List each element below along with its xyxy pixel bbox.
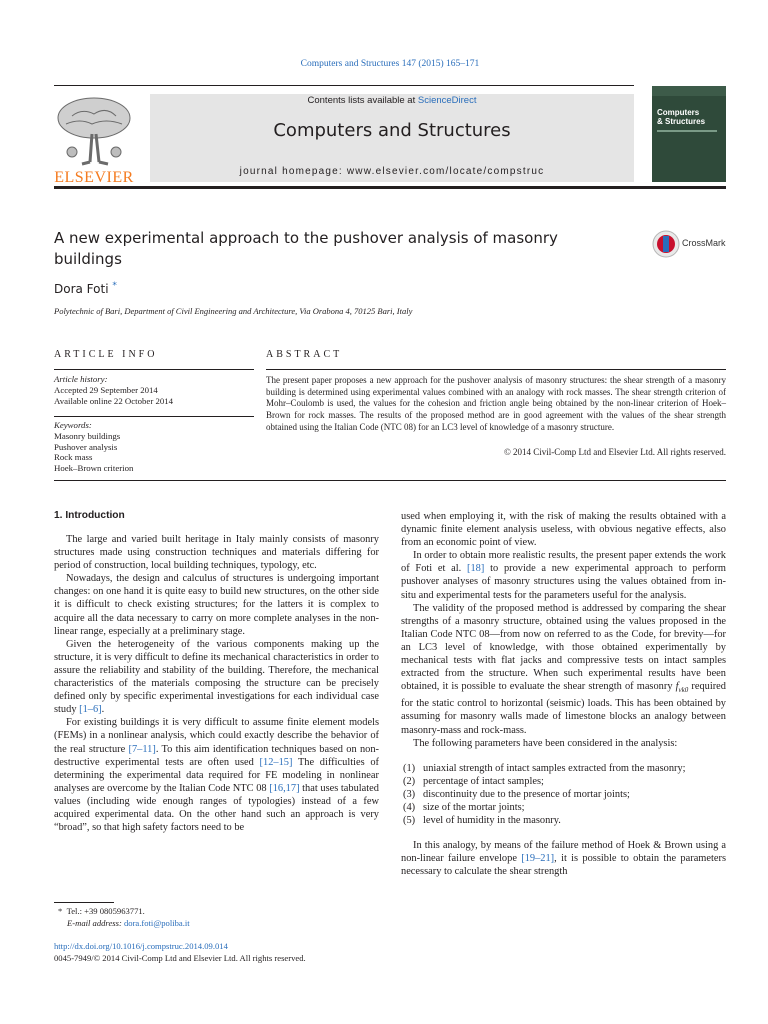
- section-heading: 1. Introduction: [54, 510, 125, 521]
- sciencedirect-link[interactable]: ScienceDirect: [417, 95, 477, 106]
- homepage-prefix: journal homepage:: [239, 166, 347, 177]
- cover-title-line2: & Structures: [657, 117, 706, 126]
- header-top-rule: [54, 85, 634, 86]
- abstract-text: The present paper proposes a new approach for the pushover analysis of masonry structures: the shear strength of a masonry building is determined using experimental values combined with an analogy with rock masses. The shear strength criterion of Mohr–Coulomb is used, the values for the cohesion and friction angle being obtained by the non-linear criterion of Hoek–Brown for rock masses. The results of the proposed method are in good agreement with the values of the shear strength obtained using the Italian Code (NTC 08) for an LC3 level of knowledge of a masonry structure.: [266, 375, 726, 432]
- journal-cover: [652, 86, 726, 182]
- paragraph: In this analogy, by means of the failure method of Hoek & Brown using a non-linear failure envelope [19–21], it is possible to obtain the parameters necessary to calculate the shear strength: [401, 840, 727, 878]
- citation-link[interactable]: [7–11]: [128, 743, 156, 755]
- header-bottom-rule: [54, 186, 726, 189]
- article-history: [54, 374, 173, 406]
- crossmark-icon: [652, 230, 680, 258]
- citation-link[interactable]: [16,17]: [269, 782, 300, 794]
- citation-link[interactable]: [1–6]: [79, 704, 102, 716]
- article-title: A new experimental approach to the pushover analysis of masonry buildings: [54, 229, 558, 268]
- article-info-heading: ARTICLE INFO: [54, 349, 158, 360]
- left-column-text: [54, 533, 379, 834]
- list-item: (4) size of the mortar joints;: [403, 802, 525, 814]
- contents-prefix: Contents lists available at: [307, 95, 418, 106]
- front-matter-rule: [54, 480, 726, 481]
- citation-link[interactable]: [12–15]: [259, 756, 293, 768]
- author-line: [54, 281, 117, 296]
- homepage-url[interactable]: www.elsevier.com/locate/compstruc: [346, 166, 545, 177]
- footnote-rule: [54, 902, 114, 903]
- paragraph: used when employing it, with the risk of making the results obtained with a dynamic finite element analysis useless, with obvious negative effects, also from an economic point of view.: [401, 511, 726, 549]
- citation-link[interactable]: [18]: [467, 563, 485, 575]
- paragraph: Nowadays, the design and calculus of structures is undergoing important changes: on one hand it is quite easy to build new structures, on the other side it is difficult to check existing structures; for the latters it is complex to acquire all the data necessary to carry on more complete analyses in the non-linear range, especially at a preliminary stage.: [54, 573, 379, 637]
- issn-line: 0045-7949/© 2014 Civil-Comp Ltd and Elsevier Ltd. All rights reserved.: [54, 952, 306, 963]
- journal-title: Computers and Structures: [273, 120, 511, 141]
- journal-header-banner: [150, 94, 634, 182]
- math-symbol: f: [675, 681, 679, 693]
- crossmark-badge[interactable]: [652, 230, 732, 260]
- abstract-copyright: © 2014 Civil-Comp Ltd and Elsevier Ltd. All rights reserved.: [503, 447, 726, 457]
- author-footnote-mark[interactable]: *: [112, 281, 117, 291]
- paragraph: The large and varied built heritage in Italy mainly consists of masonry structures made using construction techniques and materials differing for period of construction, local building techniques, typology, etc.: [54, 534, 379, 572]
- journal-citation[interactable]: Computers and Structures 147 (2015) 165–171: [300, 59, 480, 69]
- parameter-list: [401, 762, 726, 827]
- elsevier-tree-icon: [52, 94, 136, 166]
- keyword-item: Masonry buildings: [54, 430, 121, 441]
- crossmark-label: CrossMark: [682, 238, 726, 248]
- keyword-item: Rock mass: [54, 452, 93, 463]
- paragraph: Given the heterogeneity of the various components making up the structure, it is very difficult to define its mechanical characteristics in order to assure the reliability and stability of the building. Therefore, the mechanical characteristics of the materials composing the structure can be precisely defined only by specific experimental investigations for each individual case study [1–6].: [54, 638, 379, 716]
- journal-homepage-line: [150, 166, 634, 177]
- abstract-heading: ABSTRACT: [266, 349, 343, 360]
- history-label: Article history:: [54, 374, 108, 384]
- paragraph: The following parameters have been considered in the analysis:: [413, 737, 678, 749]
- keywords-label: Keywords:: [54, 420, 92, 430]
- footnote-tel: * Tel.: +39 0805963771.: [58, 906, 145, 916]
- list-item: (3) discontinuity due to the presence of mortar joints;: [403, 788, 630, 800]
- abstract-rule: [266, 369, 726, 370]
- keywords-rule: [54, 416, 254, 417]
- cover-title-line1: Computers: [657, 108, 700, 117]
- author-affiliation: Polytechnic of Bari, Department of Civil Engineering and Architecture, Via Orabona 4, 70125 Bari, Italy: [54, 306, 413, 316]
- online-date: Available online 22 October 2014: [54, 395, 174, 406]
- elsevier-wordmark: ELSEVIER: [54, 169, 134, 186]
- footnote-email: E-mail address: dora.foti@poliba.it: [67, 917, 190, 928]
- paragraph: The validity of the proposed method is addressed by comparing the shear strengths of a masonry structure, obtained using the values proposed in the Italian Code NTC 08—from now on referred to as the Code, for brevity—for an LC3 level of knowledge, with those obtained experimentally by mechanical tests with flat jacks and compressive tests on intact samples extracted from the structure. When such experimental results have been obtained, it is possible to evaluate the shear strength of masonry $f_{vk0}$ required for the static control to horizontal (seismic) loads. This has been obtained by assuming for masonry walls made of limestone blocks an analogy between masonry-mass and rock-mass.: [401, 602, 726, 736]
- contents-available-line: [150, 95, 634, 106]
- list-item: (2) percentage of intact samples;: [403, 775, 544, 787]
- math-subscript: vk0: [678, 686, 689, 695]
- elsevier-logo: [52, 94, 136, 186]
- paragraph: For existing buildings it is very difficult to assume finite element models (FEMs) in a nonlinear analysis, which could exactly describe the behavior of the real structure [7–11]. To this aim identification techniques based on non-destructive experimental tests are often used [12–15] The difficulties of determining the experimental data required for FE modeling in nonlinear analyses are overcome by the Italian Code NTC 08 [16,17] that uses tabulated values (including wide enough ranges of typologies) instead of a few acquired experimental data. On the other hand such an approach is very “broad”, so that high safety factors need to be: [54, 717, 379, 834]
- keyword-item: Hoek–Brown criterion: [54, 463, 134, 474]
- email-link[interactable]: dora.foti@poliba.it: [123, 917, 190, 928]
- accepted-date: Accepted 29 September 2014: [54, 384, 158, 395]
- keywords-block: [54, 420, 133, 474]
- right-column-text: [401, 510, 726, 879]
- keyword-item: Pushover analysis: [54, 441, 118, 452]
- list-item: (5) level of humidity in the masonry.: [403, 815, 561, 827]
- doi-link[interactable]: http://dx.doi.org/10.1016/j.compstruc.2014.09.014: [54, 941, 228, 951]
- article-footer: [54, 941, 306, 964]
- footnote: [58, 906, 190, 929]
- author-name: Dora Foti: [54, 282, 109, 296]
- paragraph: In order to obtain more realistic results, the present paper extends the work of Foti et al. [18] to provide a new experimental approach to perform pushover analyses of masonry structures using the values obtained from in-situ and experimental tests for the parameters useful for the analysis.: [401, 550, 727, 601]
- article-info-rule: [54, 369, 254, 370]
- list-item: (1) uniaxial strength of intact samples extracted from the masonry;: [403, 762, 686, 774]
- citation-link[interactable]: [19–21]: [521, 853, 555, 865]
